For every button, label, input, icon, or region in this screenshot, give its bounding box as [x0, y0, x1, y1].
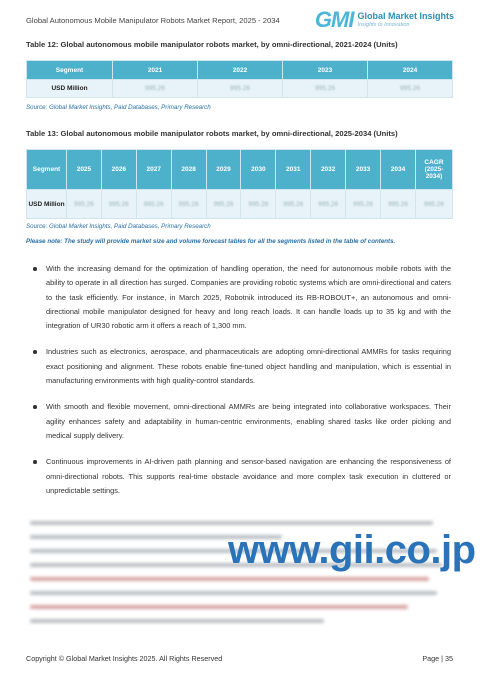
bullet-text: With smooth and flexible movement, omni-directional AMMRs are being integrated into collaborative workspaces. Their agility enhances safety and adaptability in human-centric environments, enabling shared tasks like order picking and medical supply delivery.: [46, 402, 451, 440]
table-row: [27, 190, 453, 219]
table13-col-header: 2033: [346, 150, 381, 190]
cell-value: 995.26: [108, 200, 129, 208]
list-item: [46, 345, 451, 388]
cell-value: 995.26: [145, 85, 165, 92]
bullet-dot-icon: [33, 350, 37, 354]
footer-copyright: Copyright © Global Market Insights 2025. All Rights Reserved: [26, 654, 223, 663]
cell-value: 995.26: [143, 200, 164, 208]
cell-value: 995.26: [74, 200, 94, 208]
table13-col-header: 2025: [67, 150, 102, 190]
table13-col-header: 2027: [136, 150, 171, 190]
table13-header-row: [27, 150, 453, 190]
blurred-line: [30, 577, 429, 581]
table12-source: Source: Global Market Insights, Paid Databases, Primary Research: [26, 104, 211, 111]
list-item: [46, 262, 451, 333]
cell-value: 995.26: [213, 200, 234, 208]
table12-col-header: 2021: [113, 61, 198, 80]
table-cell: [171, 190, 206, 219]
table-cell: [113, 80, 198, 98]
cell-value: 995.26: [283, 200, 304, 208]
report-header-title: Global Autonomous Mobile Manipulator Robots Market Report, 2025 - 2034: [26, 16, 280, 25]
cell-value: 995.26: [318, 200, 339, 208]
blurred-line: [30, 591, 437, 595]
table12-col-header: Segment: [27, 61, 113, 80]
table-cell: [101, 190, 136, 219]
cell-value: 995.26: [388, 200, 408, 208]
table13-col-header: 2028: [171, 150, 206, 190]
table13-col-header: 2026: [101, 150, 136, 190]
table-cell: [416, 190, 453, 219]
cell-value: 995.26: [400, 85, 420, 92]
bullet-dot-icon: [33, 267, 37, 271]
logo-name: Global Market Insights: [357, 11, 454, 21]
bullet-dot-icon: [33, 405, 37, 409]
bullet-text: With the increasing demand for the optimization of handling operation, the need for autonomous mobile robots with the ability to operate in all direction has surged. Companies are providing robotic systems which are omni-directional and caters to the task efficiently. For instance, in March 2025, Robotnik introduced its RB-ROBOUT+, an autonomous and omni-directional mobile manipulator designed for heavy and long reach loads. It can handle loads up to 35 kg and with the integration of UR30 robotic arm it offers a reach of 1,300 mm.: [46, 264, 451, 331]
table13-caption: Table 13: Global autonomous mobile manipulator robots market, by omni-directional, 2025-2034 (Units): [26, 129, 398, 138]
logo-tagline: Insights to Innovation: [357, 22, 410, 28]
cell-value: 995.26: [230, 85, 250, 92]
table-row: [27, 80, 453, 98]
table12-col-header: 2022: [198, 61, 283, 80]
table-cell: [276, 190, 311, 219]
cell-value: 995.26: [315, 85, 335, 92]
row-label: USD Million: [27, 190, 67, 219]
table-cell: [198, 80, 283, 98]
table-cell: [346, 190, 381, 219]
list-item: [46, 400, 451, 443]
table-cell: [311, 190, 346, 219]
table-cell: [368, 80, 453, 98]
table13-col-header: CAGR (2025-2034): [416, 150, 453, 190]
bullet-list: [46, 262, 451, 510]
gmi-logo: [315, 9, 454, 31]
logo-text: [357, 11, 454, 29]
table13-source: Source: Global Market Insights, Paid Databases, Primary Research: [26, 223, 211, 230]
table-cell: [206, 190, 241, 219]
table13-col-header: 2030: [241, 150, 276, 190]
table12-caption: Table 12: Global autonomous mobile manipulator robots market, by omni-directional, 2021-2024 (Units): [26, 40, 398, 49]
blurred-line: [30, 521, 433, 525]
watermark: www.gii.co.jp: [228, 528, 476, 572]
table13-col-header: 2031: [276, 150, 311, 190]
bullet-text: Industries such as electronics, aerospace, and pharmaceuticals are adopting omni-directional AMMRs for tasks requiring exact positioning and alignment. These robots enable fine-tuned object handling and manipulation, which is essential in manufacturing environments with high quality-control standards.: [46, 347, 451, 386]
table-cell: [241, 190, 276, 219]
row-label: USD Million: [27, 80, 113, 98]
table12-header-row: [27, 61, 453, 80]
table13-col-header: 2034: [381, 150, 416, 190]
table12: [26, 60, 453, 98]
table-cell: [67, 190, 102, 219]
bullet-text: Continuous improvements in AI-driven path planning and sensor-based navigation are enhancing the responsiveness of omni-directional robots. This supports real-time obstacle avoidance and more complex task execution in cluttered or unpredictable settings.: [46, 457, 451, 495]
table12-col-header: 2023: [283, 61, 368, 80]
cell-value: 995.26: [178, 200, 199, 208]
cell-value: 995.26: [424, 200, 444, 208]
forecast-note: Please note: The study will provide market size and volume forecast tables for all the segments listed in the table of contents.: [26, 238, 396, 245]
bullet-dot-icon: [33, 460, 37, 464]
logo-mark: GMI: [314, 7, 354, 32]
table12-col-header: 2024: [368, 61, 453, 80]
table-cell: [283, 80, 368, 98]
blurred-line: [30, 619, 324, 623]
footer-page-number: Page | 35: [422, 654, 453, 663]
cell-value: 995.26: [248, 200, 269, 208]
table13-col-header: 2029: [206, 150, 241, 190]
table13-col-header: 2032: [311, 150, 346, 190]
table13: [26, 149, 453, 219]
table-cell: [136, 190, 171, 219]
list-item: [46, 455, 451, 498]
table13-col-header: Segment: [27, 150, 67, 190]
table-cell: [381, 190, 416, 219]
cell-value: 995.26: [353, 200, 374, 208]
blurred-line: [30, 605, 408, 609]
